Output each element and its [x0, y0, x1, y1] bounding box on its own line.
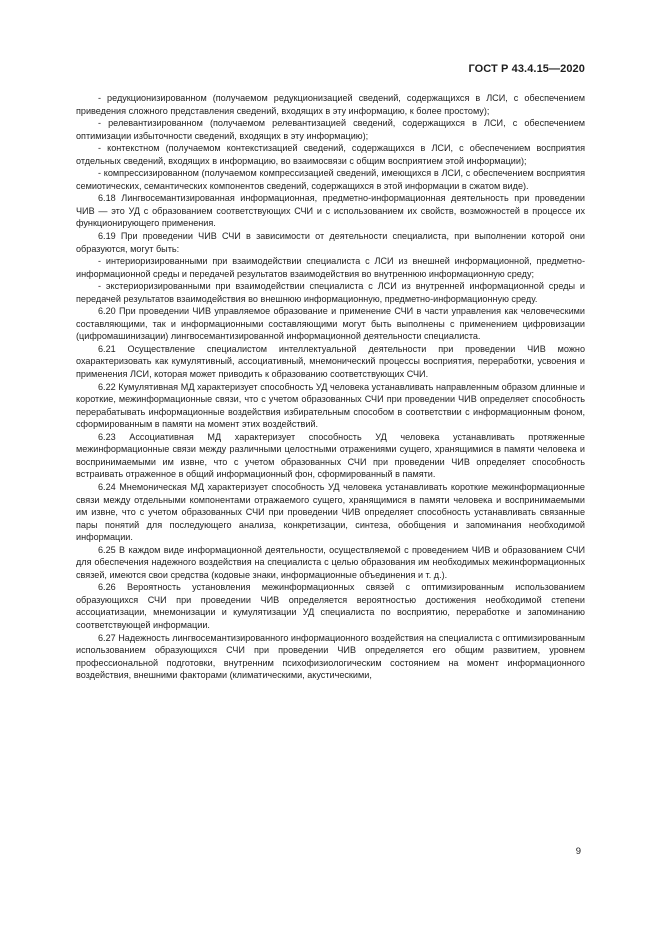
paragraph-clause-6-26: 6.26 Вероятность установления межинформационных связей с оптимизированным использованием образующихся СЧИ при проведении ЧИВ определяется вероятностью достижения необходимой степени ассоциатизации, мнемонизации и кумулятизации УД специалиста по восприятию, переработке и запоминанию соответствующей информации.: [76, 582, 585, 630]
paragraph-clause-6-27: 6.27 Надежность лингвосемантизированного информационного воздействия на специалиста с оптимизированным использованием образующихся СЧИ при проведении ЧИВ определяется его общим развитием, уровнем профессиональной подготовки, внутренним психофизиологическим состоянием на момент информационного воздействия, внешними факторами (климатическими, акустическими,: [76, 632, 585, 681]
page-number: 9: [575, 846, 581, 857]
paragraph-clause-6-23: 6.23 Ассоциативная МД характеризует способность УД человека устанавливать протяженные межинформационные связи между различными целостными отражениями сущего, хранящимися в памяти человека и воспринимаемыми им извне, что с учетом образованных СЧИ при проведении ЧИВ определяет способность встраивать отраженное в общий информационный фон, сформированный в памяти.: [76, 431, 585, 480]
paragraph-clause-6-21: 6.21 Осуществление специалистом интеллектуальной деятельности при проведении ЧИВ можно охарактеризовать как кумулятивный, ассоциативный, мнемонический процессы восприятия, переработки, усвоения и применения ЛСИ, которая может приводить к образованию соответствующих СЧИ.: [76, 343, 585, 380]
paragraph-list-item: - редукционизированном (получаемом редукционизацией сведений, содержащихся в ЛСИ, с обеспечением приведения сложного представления сведений, входящих в эту информацию, к более простому);: [76, 93, 585, 116]
paragraph-list-item: - компрессизированном (получаемом компрессизацией сведений, имеющихся в ЛСИ, с обеспечением восприятия семиотических, семантических компонентов сведений, содержащихся в этой информации в сжатом виде).: [76, 168, 585, 191]
document-body: [76, 92, 585, 682]
paragraph-clause-6-20: 6.20 При проведении ЧИВ управляемое образование и применение СЧИ в части управления как человеческими составляющими, так и информационными составляющими могут быть выполнены с применением цифровизации (цифромашинизации) лингвосемантизированной информационной деятельности специалиста.: [76, 306, 585, 342]
paragraph-list-item: - экстериоризированными при взаимодействии специалиста с ЛСИ из внутренней информационной среды и передачей результатов взаимодействия во внешнюю информационную, предметно-информационную среду.: [76, 281, 585, 304]
paragraph-clause-6-24: 6.24 Мнемоническая МД характеризует способность УД человека устанавливать короткие межинформационные связи между отдельными компонентами отражаемого сущего, хранящимися в памяти человека и воспринимаемыми им извне, что с учетом образованных СЧИ при проведении ЧИВ определяет способность устанавливать связанные пары понятий для последующего анализа, конкретизации, синтеза, обобщения и запоминания необходимой информации.: [76, 481, 585, 543]
paragraph-list-item: - релевантизированном (получаемом релевантизацией сведений, содержащихся в ЛСИ, с обеспечением оптимизации избыточности сведений, входящих в эту информацию);: [76, 118, 585, 141]
paragraph-list-item: - контекстном (получаемом контекстизацией сведений, содержащихся в ЛСИ, с обеспечением восприятия отдельных сведений, входящих в информацию, во взаимосвязи с общим восприятием этой информации);: [76, 143, 585, 166]
document-standard-id: ГОСТ Р 43.4.15—2020: [468, 63, 585, 75]
paragraph-list-item: - интериоризированными при взаимодействии специалиста с ЛСИ из внешней информационной, предметно-информационной среды и передачей результатов взаимодействия во внутреннюю информационную среду;: [76, 256, 585, 279]
paragraph-clause-6-18: 6.18 Лингвосемантизированная информационная, предметно-информационная деятельность при проведении ЧИВ — это УД с образованием соответствующих СЧИ и с использованием их свойств, возможностей в процессе их функционирующего применения.: [76, 193, 585, 229]
paragraph-clause-6-25: 6.25 В каждом виде информационной деятельности, осуществляемой с проведением ЧИВ и образованием СЧИ для обеспечения надежного воздействия на специалиста с целью образования им необходимых межинформационных связей, имеются свои средства (кодовые знаки, информационные объединения и т. д.).: [76, 544, 585, 580]
paragraph-clause-6-19: 6.19 При проведении ЧИВ СЧИ в зависимости от деятельности специалиста, при выполнении которой они образуются, могут быть:: [76, 231, 585, 254]
paragraph-clause-6-22: 6.22 Кумулятивная МД характеризует способность УД человека устанавливать направленным образом длинные и короткие, межинформационные связи, что с учетом образованных СЧИ при проведении ЧИВ определяет способность перерабатывать информационные воздействия избирательным способом в соответствии с информационным фоном, сформированным в памяти на момент этих воздействий.: [76, 381, 585, 430]
